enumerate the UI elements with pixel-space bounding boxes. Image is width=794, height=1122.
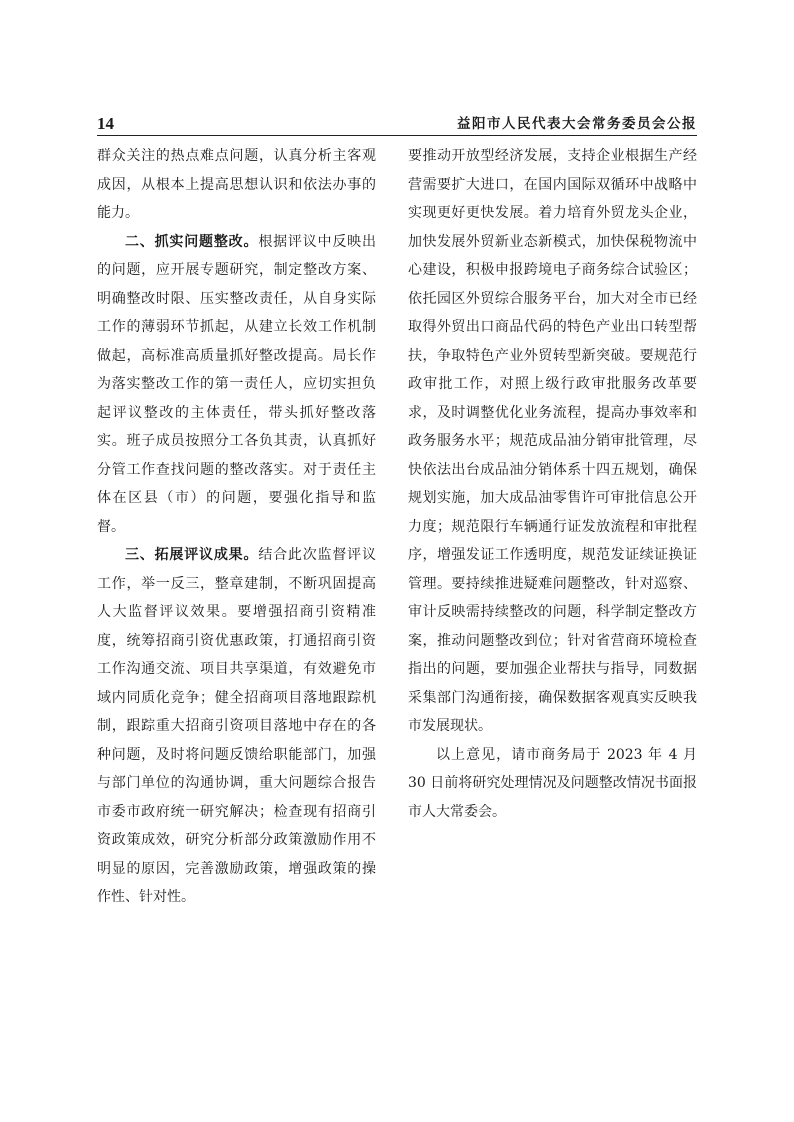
journal-title: 益阳市人民代表大会常务委员会公报: [457, 116, 697, 132]
page-header: [97, 112, 697, 136]
section-heading-rectification: 二、抓实问题整改。: [125, 233, 259, 250]
section-heading-expand-results: 三、拓展评议成果。: [125, 547, 259, 563]
section-body-rectification: 根据评议中反映出的问题，应开展专题研究，制定整改方案、明确整改时限、压实整改责任，从自身实际工作的薄弱环节抓起，从建立长效工作机制做起，高标准高质量抓好整改提高。局长作为落实整改工作的第一责任人，应切实担负起评议整改的主体责任，带头抓好整改落实。班子成员按照分工各负其责，认真抓好分管工作查找问题的整改落实。对于责任主体在区县（市）的问题，要强化指导和监督。: [97, 233, 376, 535]
right-column: [408, 142, 697, 826]
paragraph-expand-results: [97, 541, 376, 912]
paragraph-closing-remarks: 以上意见，请市商务局于 2023 年 4 月 30 日前将研究处理情况及问题整改情况书面报市人大常委会。: [408, 746, 697, 820]
left-column: [97, 142, 386, 912]
page-number: 14: [97, 114, 114, 133]
paragraph-rectification: [97, 228, 376, 542]
header-rule: [97, 135, 697, 136]
section-body-expand-results: 结合此次监督评议工作，举一反三，整章建制，不断巩固提高人大监督评议效果。要增强招商引资精准度，统筹招商引资优惠政策，打通招商引资工作沟通交流、项目共享渠道，有效避免市域内同质化竞争；健全招商项目落地跟踪机制，跟踪重大招商引资项目落地中存在的各种问题，及时将问题反馈给职能部门，加强与部门单位的沟通协调，重大问题综合报告市委市政府统一研究解决；检查现有招商引资政策成效，研究分析部分政策激励作用不明显的原因，完善激励政策，增强政策的操作性、针对性。: [97, 547, 376, 905]
paragraph-open-economy: 要推动开放型经济发展，支持企业根据生产经营需要扩大进口，在国内国际双循环中战略中实现更好更快发展。着力培育外贸龙头企业，加快发展外贸新业态新模式，加快保税物流中心建设，积极申报跨境电子商务综合试验区；依托园区外贸综合服务平台，加大对全市已经取得外贸出口商品代码的特色产业出口转型帮扶，争取特色产业外贸转型新突破。要规范行政审批工作，对照上级行政审批服务改革要求，及时调整优化业务流程，提高办事效率和政务服务水平；规范成品油分销审批管理，尽快依法出台成品油分销体系十四五规划，确保规划实施，加大成品油零售许可审批信息公开力度；规范限行车辆通行证发放流程和审批程序，增强发证工作透明度，规范发证续证换证管理。要持续推进疑难问题整改，针对巡察、审计反映需持续整改的问题，科学制定整改方案，推动问题整改到位；针对省营商环境检查指出的问题，要加强企业帮扶与指导，同数据采集部门沟通衔接，确保数据客观真实反映我市发展现状。: [408, 148, 697, 734]
paragraph-continuation: 群众关注的热点难点问题，认真分析主客观成因，从根本上提高思想认识和依法办事的能力。: [97, 148, 376, 221]
